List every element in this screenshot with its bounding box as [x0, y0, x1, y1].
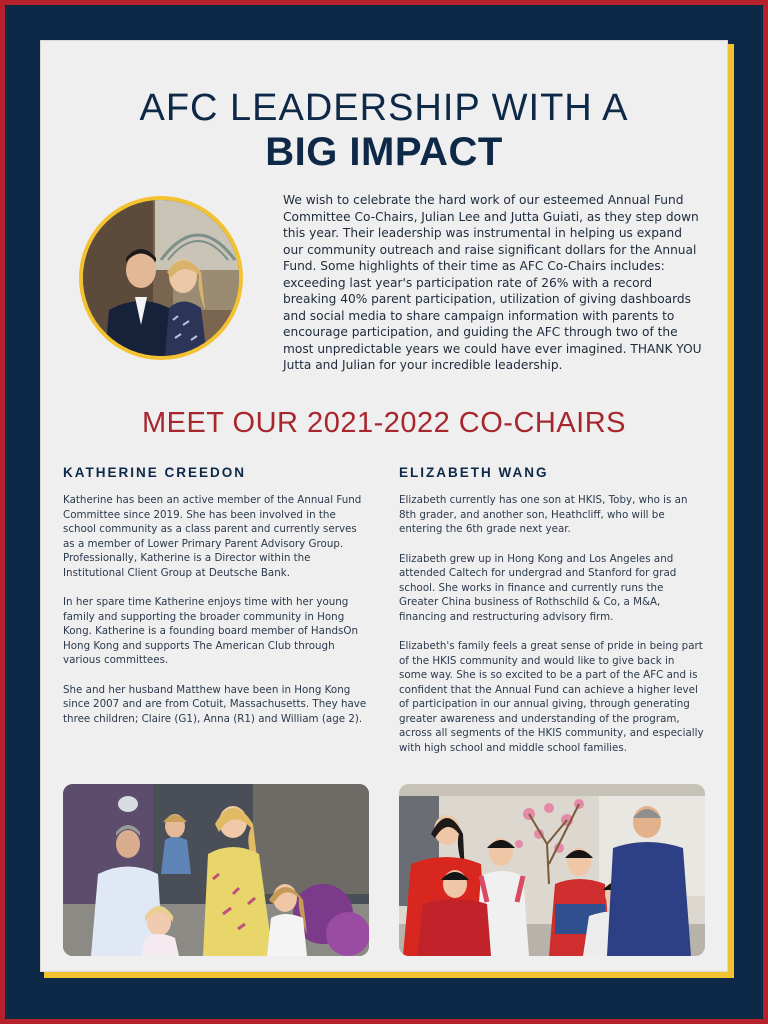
creedon-family-illustration — [63, 784, 369, 956]
page-title: AFC LEADERSHIP WITH A — [139, 87, 629, 129]
bio-paragraph: Elizabeth currently has one son at HKIS, Toby, who is an 8th grader, and another son, Heathcliff, who will be entering the 6th grade next year. — [399, 494, 688, 535]
chair-name-katherine: KATHERINE CREEDON — [63, 465, 247, 480]
bio-paragraph: Elizabeth grew up in Hong Kong and Los Angeles and attended Caltech for undergrad and Stanford for grad school. She works in finance and currently runs the Greater China business of Rothschild & Co, a M&A, financing and restructuring advisory firm. — [399, 552, 677, 623]
outgoing-chairs-illustration — [83, 200, 239, 356]
outgoing-chairs-photo — [79, 196, 243, 360]
wang-family-illustration — [399, 784, 705, 956]
bio-paragraph: She and her husband Matthew have been in Hong Kong since 2007 and are from Cotuit, Massachusetts. They have three children; Claire (G1), Anna (R1) and William (age 2). — [63, 683, 367, 725]
bio-paragraph: Katherine has been an active member of the Annual Fund Committee since 2019. She has been involved in the school community as a class parent and currently serves as a member of Lower Primary Parent Advisory Group. Professionally, Katherine is a Director within the Institutional Client Group at Deutsche Bank. — [63, 494, 362, 579]
chair-bio-katherine — [63, 493, 371, 741]
bio-paragraph: In her spare time Katherine enjoys time with her young family and supporting the broader community in Hong Kong. Katherine is a founding board member of HandsOn Hong Kong and supports The American Club through various committees. — [63, 596, 359, 666]
section-heading: MEET OUR 2021-2022 CO-CHAIRS — [141, 407, 627, 439]
bio-paragraph: Elizabeth's family feels a great sense of pride in being part of the HKIS community and would like to give back in some way. She is so excited to be a part of the AFC and is confident that the Annual Fund can achieve a higher level of participation in our annual giving, through generating greater awareness and understanding of the program, across all segments of the HKIS community, and especially with high school and middle school families. — [399, 640, 704, 754]
wang-family-photo — [399, 784, 705, 956]
page-title-emphasis: BIG IMPACT — [265, 130, 503, 174]
creedon-family-photo — [63, 784, 369, 956]
intro-paragraph: We wish to celebrate the hard work of our esteemed Annual Fund Committee Co-Chairs, Julian Lee and Jutta Guiati, as they step down this year. Their leadership was instrumental in helping us expand our community outreach and raise significant dollars for the Annual Fund. Some highlights of their time as AFC Co-Chairs includes: exceeding last year's participation rate of 26% with a record breaking 40% parent participation, utilization of giving dashboards and social media to share campaign information with parents to encourage participation, and guiding the AFC through two of the most unpredictable years we could have ever imagined. THANK YOU Jutta and Julian for your incredible leadership. — [283, 193, 702, 372]
chair-bio-elizabeth — [399, 493, 705, 770]
chair-name-elizabeth: ELIZABETH WANG — [399, 465, 549, 480]
